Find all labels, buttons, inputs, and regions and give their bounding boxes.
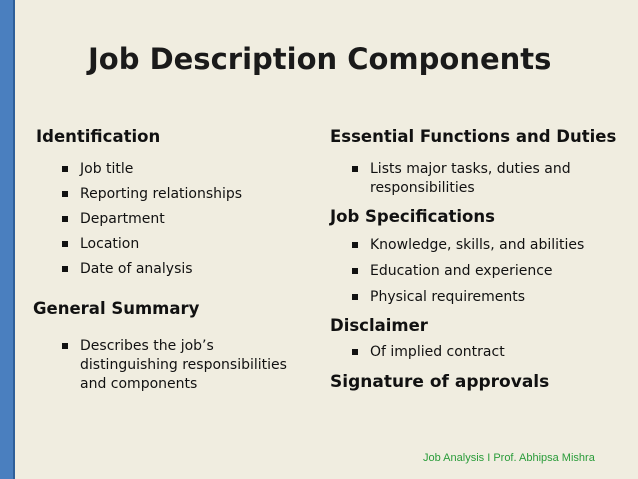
list-essential-functions bbox=[352, 160, 587, 198]
heading-essential-functions: Essential Functions and Duties bbox=[330, 127, 617, 146]
list-general-summary bbox=[62, 337, 294, 394]
list-item: Describes the job’s distinguishing responsibilities and components bbox=[62, 337, 294, 394]
heading-general-summary: General Summary bbox=[33, 299, 200, 318]
left-accent-line bbox=[13, 0, 15, 479]
heading-identification: Identification bbox=[36, 127, 161, 146]
heading-signature: Signature of approvals bbox=[330, 372, 550, 392]
list-identification bbox=[62, 160, 292, 279]
list-item: Education and experience bbox=[352, 262, 622, 281]
footer-credit: Job Analysis I Prof. Abhipsa Mishra bbox=[423, 452, 595, 464]
left-accent-bar bbox=[0, 0, 13, 479]
list-item: Location bbox=[62, 235, 292, 254]
list-item: Lists major tasks, duties and responsibilities bbox=[352, 160, 587, 198]
list-job-specifications bbox=[352, 236, 622, 307]
list-item: Department bbox=[62, 210, 292, 229]
heading-job-specifications: Job Specifications bbox=[330, 207, 495, 226]
heading-disclaimer: Disclaimer bbox=[330, 316, 428, 335]
list-item: Reporting relationships bbox=[62, 185, 292, 204]
list-item: Date of analysis bbox=[62, 260, 292, 279]
slide-title: Job Description Components bbox=[88, 42, 552, 76]
list-item: Knowledge, skills, and abilities bbox=[352, 236, 622, 255]
list-disclaimer bbox=[352, 343, 592, 362]
list-item: Of implied contract bbox=[352, 343, 592, 362]
list-item: Physical requirements bbox=[352, 288, 622, 307]
list-item: Job title bbox=[62, 160, 292, 179]
